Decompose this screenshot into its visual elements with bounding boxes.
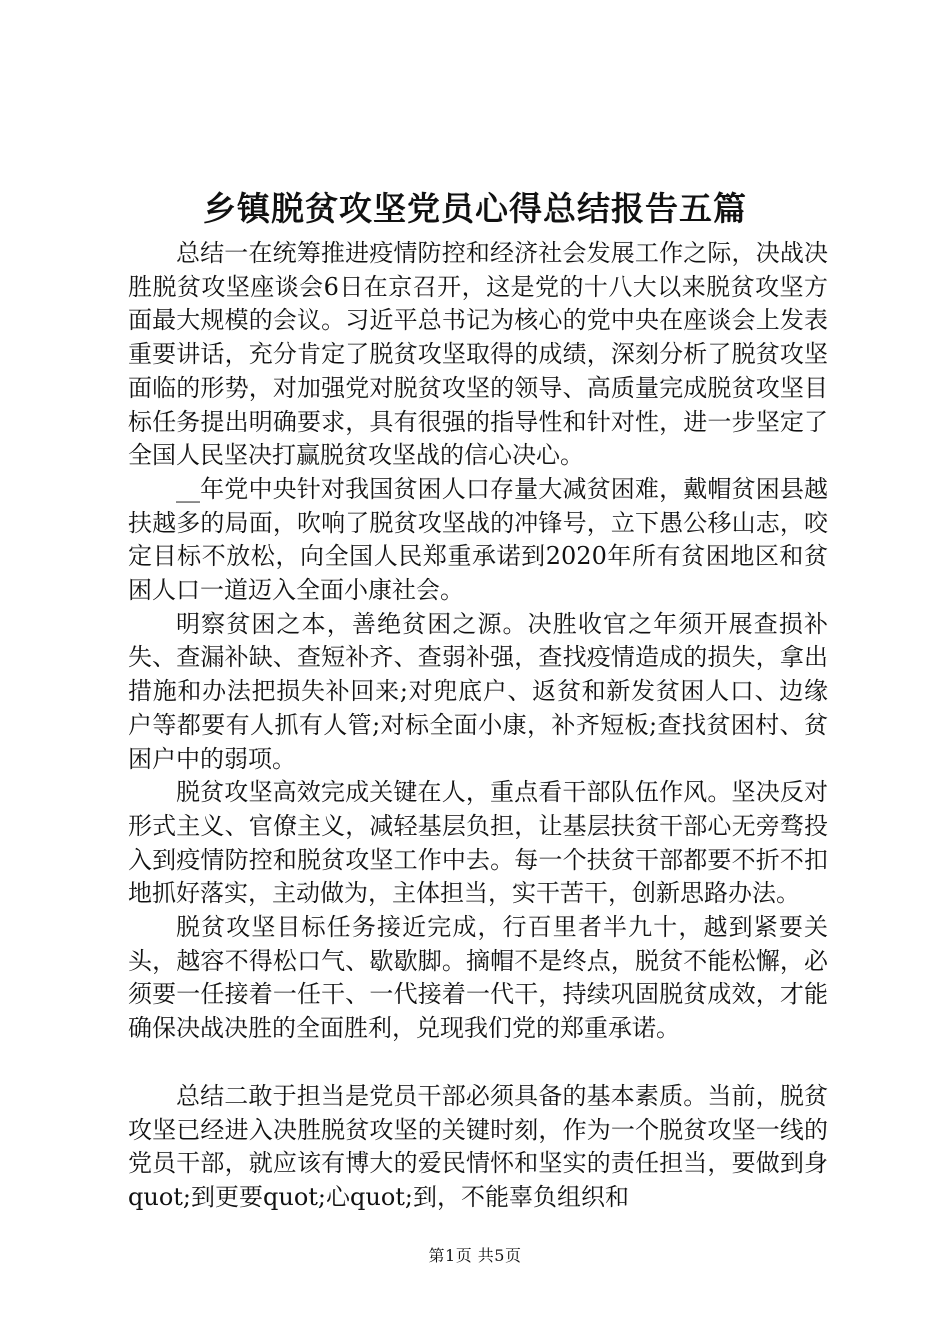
document-title: 乡镇脱贫攻坚党员心得总结报告五篇	[203, 189, 747, 228]
document-body	[128, 237, 828, 1215]
page-number-footer: 第1页 共5页	[428, 1246, 522, 1265]
paragraph-poverty-root: 明察贫困之本，善绝贫困之源。决胜收官之年须开展查损补失、查漏补缺、查短补齐、查弱补强，查找疫情造成的损失，拿出措施和办法把损失补回来;对兜底户、返贫和新发贫困人口、边缘户等都要有人抓有人管;对标全面小康，补齐短板;查找贫困村、贫困户中的弱项。	[128, 609, 828, 773]
paragraph-cadre-style: 脱贫攻坚高效完成关键在人，重点看干部队伍作风。坚决反对形式主义、官僚主义，减轻基层负担，让基层扶贫干部心无旁骛投入到疫情防控和脱贫攻坚工作中去。每一个扶贫干部都要不折不扣地抓好落实，主动做为，主体担当，实干苦干，创新思路办法。	[128, 778, 828, 908]
paragraph-summary-one: 总结一在统筹推进疫情防控和经济社会发展工作之际，决战决胜脱贫攻坚座谈会6日在京召开，这是党的十八大以来脱贫攻坚方面最大规模的会议。习近平总书记为核心的党中央在座谈会上发表重要讲话，充分肯定了脱贫攻坚取得的成绩，深刻分析了脱贫攻坚面临的形势，对加强党对脱贫攻坚的领导、高质量完成脱贫攻坚目标任务提出明确要求，具有很强的指导性和针对性，进一步坚定了全国人民坚决打赢脱贫攻坚战的信心决心。	[128, 239, 828, 470]
paragraph-year-commitment: __年党中央针对我国贫困人口存量大减贫困难，戴帽贫困县越扶越多的局面，吹响了脱贫攻坚战的冲锋号，立下愚公移山志，咬定目标不放松，向全国人民郑重承诺到2020年所有贫困地区和贫困人口一道迈入全面小康社会。	[128, 474, 828, 605]
paragraph-final-push: 脱贫攻坚目标任务接近完成，行百里者半九十，越到紧要关头，越容不得松口气、歇歇脚。摘帽不是终点，脱贫不能松懈，必须要一任接着一任干、一代接着一代干，持续巩固脱贫成效，才能确保决战决胜的全面胜利，兑现我们党的郑重承诺。	[128, 913, 828, 1043]
paragraph-summary-two: 总结二敢于担当是党员干部必须具备的基本素质。当前，脱贫攻坚已经进入决胜脱贫攻坚的关键时刻，作为一个脱贫攻坚一线的党员干部，就应该有博大的爱民情怀和坚实的责任担当，要做到身quot;到更要quot;心quot;到，不能辜负组织和	[128, 1081, 828, 1211]
